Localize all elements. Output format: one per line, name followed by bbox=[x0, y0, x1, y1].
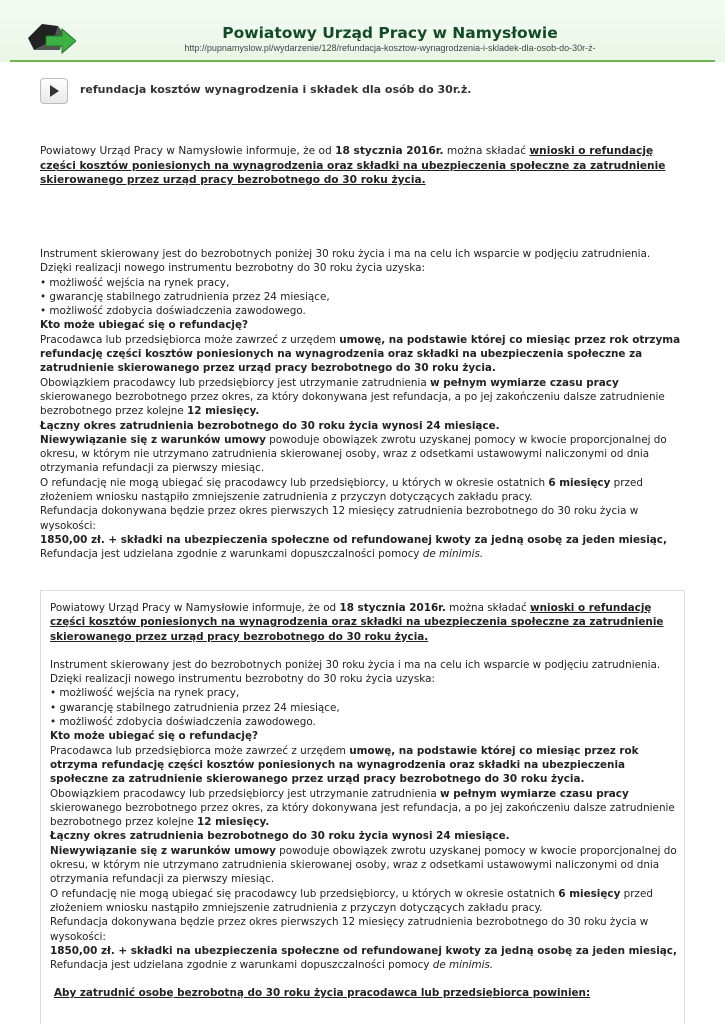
breach-text: powoduje obowiązek zwrotu uzyskanej pomocy w kwocie proporcjonalnej do okresu, w którym nie utrzymano zatrudnienia skierowanej osoby, wraz z odsetkami ustawowymi naliczonymi od dnia otrzymania refundacji za pierwszy miesiąc. bbox=[50, 844, 677, 886]
header-divider bbox=[10, 60, 715, 62]
excl-text: O refundację nie mogą ubiegać się pracodawcy lub przedsiębiorcy, u których w okresie ostatnich bbox=[40, 476, 549, 489]
total-period: Łączny okres zatrudnienia bezrobotnego do 30 roku życia wynosi 24 miesiące. bbox=[50, 830, 510, 843]
duty-text-2: skierowanego bezrobotnego przez okres, za który dokonywana jest refundacja, a po jej zakończeniu dalsze zatrudnienie bezrobotnego przez kolejne bbox=[50, 801, 675, 829]
amount-text: Refundacja dokonywana będzie przez okres pierwszych 12 miesięcy zatrudnienia bezrobotnego do 30 roku życia w wysokości: bbox=[50, 916, 649, 943]
page-url: http://pupnamyslow.pl/wydarzenie/128/refundacja-kosztow-wynagrodzenia-i-skladek-dla-osob-do-30r-ż- bbox=[184, 43, 596, 53]
excl-text-2: przed złożeniem wniosku nastąpiło zmniejszenie zatrudnienia z przyczyn dotyczących zakładu pracy. bbox=[50, 887, 653, 914]
duty-months: 12 miesięcy. bbox=[197, 816, 270, 829]
duty-text: Obowiązkiem pracodawcy lub przedsiębiorcy jest utrzymanie zatrudnienia bbox=[40, 376, 431, 389]
list-item: • możliwość zdobycia doświadczenia zawodowego. bbox=[40, 305, 306, 318]
who-text: Pracodawca lub przedsiębiorca może zawrzeć z urzędem bbox=[50, 744, 350, 757]
play-arrow-button[interactable] bbox=[40, 78, 68, 104]
list-item: • możliwość wejścia na rynek pracy, bbox=[40, 276, 230, 289]
amount-text: Refundacja dokonywana będzie przez okres pierwszych 12 miesięcy zatrudnienia bezrobotnego do 30 roku życia w wysokości: bbox=[40, 505, 639, 532]
breach-bold: Niewywiązanie się z warunków umowy bbox=[40, 433, 266, 446]
list-item: • gwarancję stabilnego zatrudnienia przez 24 miesiące, bbox=[40, 290, 330, 303]
duty-text: Obowiązkiem pracodawcy lub przedsiębiorcy jest utrzymanie zatrudnienia bbox=[50, 787, 441, 800]
who-text: Pracodawca lub przedsiębiorca może zawrzeć z urzędem bbox=[40, 333, 340, 346]
body-p1: Instrument skierowany jest do bezrobotnych poniżej 30 roku życia i ma na celu ich wsparcie w podjęciu zatrudnienia. bbox=[50, 658, 661, 671]
list-item: • możliwość wejścia na rynek pracy, bbox=[50, 687, 240, 700]
duty-bold: w pełnym wymiarze czasu pracy bbox=[430, 376, 619, 389]
duty-months: 12 miesięcy. bbox=[187, 405, 260, 418]
who-heading: Kto może ubiegać się o refundację? bbox=[40, 319, 249, 332]
play-arrow-icon bbox=[48, 84, 60, 98]
duty-bold: w pełnym wymiarze czasu pracy bbox=[440, 787, 629, 800]
intro-mid: można składać bbox=[445, 602, 531, 614]
intro-paragraph bbox=[40, 144, 690, 188]
breach-text: powoduje obowiązek zwrotu uzyskanej pomocy w kwocie proporcjonalnej do okresu, w którym nie utrzymano zatrudnienia skierowanej osoby, wraz z odsetkami ustawowymi naliczonymi od dnia otrzymania refundacji za pierwszy miesiąc. bbox=[40, 433, 667, 475]
intro-mid: można składać bbox=[443, 145, 530, 157]
article-body bbox=[40, 247, 692, 562]
list-item: • gwarancję stabilnego zatrudnienia przez 24 miesiące, bbox=[50, 701, 340, 714]
content-box bbox=[40, 590, 685, 1024]
excl-text: O refundację nie mogą ubiegać się pracodawcy lub przedsiębiorcy, u których w okresie ostatnich bbox=[50, 887, 559, 900]
who-bold: umowę, na podstawie której co miesiąc przez rok otrzyma refundację części kosztów poniesionych na wynagrodzenia oraz składki na ubezpieczenia społeczne za zatrudnienie skierowanego przez urząd pracy bezrobotnego do 30 roku życia. bbox=[50, 744, 639, 786]
minimis-italic: de minimis. bbox=[432, 959, 494, 972]
intro-lead: Powiatowy Urząd Pracy w Namysłowie informuje, że od bbox=[50, 602, 340, 614]
intro-date: 18 stycznia 2016r. bbox=[335, 145, 444, 157]
body-p1: Instrument skierowany jest do bezrobotnych poniżej 30 roku życia i ma na celu ich wsparcie w podjęciu zatrudnienia. bbox=[40, 248, 651, 260]
intro-lead: Powiatowy Urząd Pracy w Namysłowie informuje, że od bbox=[40, 145, 336, 157]
content-box-inner bbox=[50, 601, 680, 1001]
final-heading: Aby zatrudnić osobę bezrobotną do 30 roku życia pracodawca lub przedsiębiorca powinien: bbox=[54, 987, 591, 1000]
duty-text-2: skierowanego bezrobotnego przez okres, za który dokonywana jest refundacja, a po jej zakończeniu dalsze zatrudnienie bezrobotnego przez kolejne bbox=[40, 390, 665, 418]
intro-date: 18 stycznia 2016r. bbox=[339, 602, 446, 614]
intro-link[interactable]: wnioski o refundację części kosztów poniesionych na wynagrodzenia oraz składki na ubezpieczenia społeczne za zatrudnienie skierowanego przez urząd pracy bezrobotnego do 30 roku życia. bbox=[40, 145, 666, 186]
amount-bold: 1850,00 zł. + składki na ubezpieczenia społeczne od refundowanej kwoty za jedną osobę za jeden miesiąc, bbox=[50, 944, 677, 957]
excl-bold: 6 miesięcy bbox=[558, 887, 621, 900]
intro-link[interactable]: wnioski o refundację części kosztów poniesionych na wynagrodzenia oraz składki na ubezpieczenia społeczne za zatrudnienie skierowanego przez urząd pracy bezrobotnego do 30 roku życia. bbox=[50, 602, 664, 643]
minimis-italic: de minimis. bbox=[422, 548, 484, 561]
body-p2: Dzięki realizacji nowego instrumentu bezrobotny do 30 roku życia uzyska: bbox=[50, 673, 435, 686]
breach-bold: Niewywiązanie się z warunków umowy bbox=[50, 844, 276, 857]
list-item: • możliwość zdobycia doświadczenia zawodowego. bbox=[50, 716, 316, 729]
amount-bold: 1850,00 zł. + składki na ubezpieczenia społeczne od refundowanej kwoty za jedną osobę za jeden miesiąc, bbox=[40, 533, 667, 546]
site-title: Powiatowy Urząd Pracy w Namysłowie bbox=[222, 24, 558, 42]
minimis-text: Refundacja jest udzielana zgodnie z warunkami dopuszczalności pomocy bbox=[50, 959, 433, 972]
total-period: Łączny okres zatrudnienia bezrobotnego do 30 roku życia wynosi 24 miesiące. bbox=[40, 419, 500, 432]
article-title: refundacja kosztów wynagrodzenia i składek dla osób do 30r.ż. bbox=[80, 83, 472, 96]
excl-bold: 6 miesięcy bbox=[548, 476, 611, 489]
body-p2: Dzięki realizacji nowego instrumentu bezrobotny do 30 roku życia uzyska: bbox=[40, 262, 425, 275]
minimis-text: Refundacja jest udzielana zgodnie z warunkami dopuszczalności pomocy bbox=[40, 548, 423, 561]
who-heading: Kto może ubiegać się o refundację? bbox=[50, 730, 259, 743]
who-bold: umowę, na podstawie której co miesiąc przez rok otrzyma refundację części kosztów poniesionych na wynagrodzenia oraz składki na ubezpieczenia społeczne za zatrudnienie skierowanego przez urząd pracy bezrobotnego do 30 roku życia. bbox=[40, 333, 681, 375]
excl-text-2: przed złożeniem wniosku nastąpiło zmniejszenie zatrudnienia z przyczyn dotyczących zakładu pracy. bbox=[40, 476, 643, 504]
